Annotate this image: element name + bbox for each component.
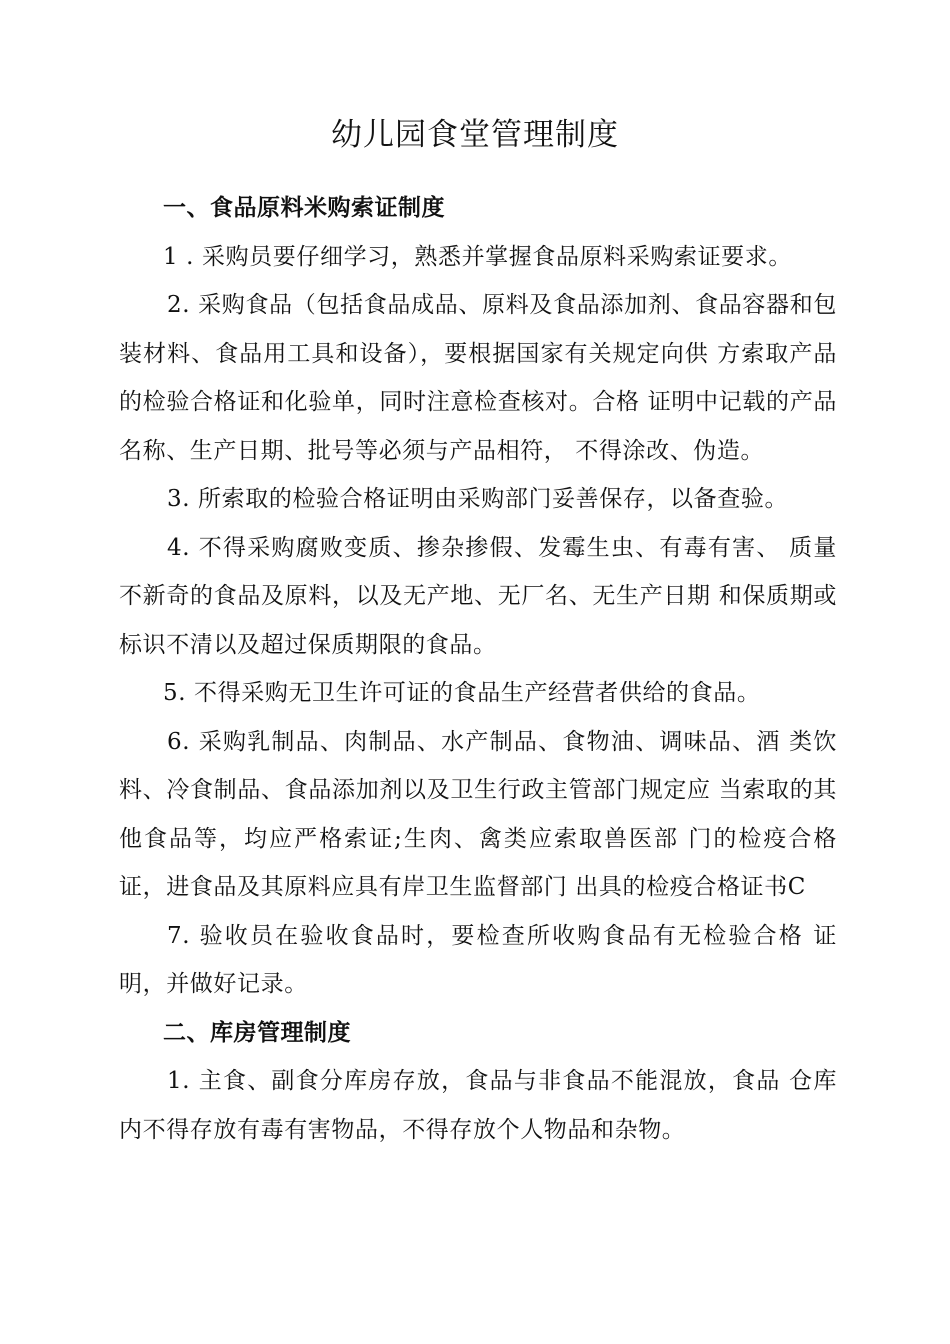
paragraph: 1. 主食、副食分库房存放，食品与非食品不能混放，食品 仓库内不得存放有毒有害物品，不得存放个人物品和杂物。 [119,1068,837,1143]
section-heading: 二、库房管理制度 [163,1019,351,1046]
paragraph: 1 . 采购员要仔细学习，熟悉并掌握食品原料采购索证要求。 [163,243,792,270]
paragraph: 4. 不得采购腐败变质、掺杂掺假、发霉生虫、有毒有害、 质量不新奇的食品及原料，以及无产地、无厂名、无生产日期 和保质期或标识不清以及超过保质期限的食品。 [119,534,837,658]
paragraph: 7. 验收员在验收食品时，要检查所收购食品有无检验合格 证明，并做好记录。 [119,922,837,997]
paragraph: 2. 采购食品（包括食品成品、原料及食品添加剂、食品容器和包装材料、食品用工具和设备），要根据国家有关规定向供 方索取产品的检验合格证和化验单，同时注意检查核对。合格 证明中记载的产品名称、生产日期、批号等必须与产品相符， 不得涂改、伪造。 [119,292,837,464]
document-body [119,184,837,1154]
paragraph: 6. 采购乳制品、肉制品、水产制品、食物油、调味品、酒 类饮料、冷食制品、食品添加剂以及卫生行政主管部门规定应 当索取的其他食品等，均应严格索证;生肉、禽类应索取兽医部 门的检疫合格证，进食品及其原料应具有岸卫生监督部门 出具的检疫合格证书C [119,728,837,900]
paragraph: 3. 所索取的检验合格证明由采购部门妥善保存，以备查验。 [167,486,789,512]
paragraph: 5. 不得采购无卫生许可证的食品生产经营者供给的食品。 [163,680,761,706]
document-title: 幼儿园食堂管理制度 [331,116,619,153]
section-heading: 一、食品原料米购索证制度 [163,195,445,221]
